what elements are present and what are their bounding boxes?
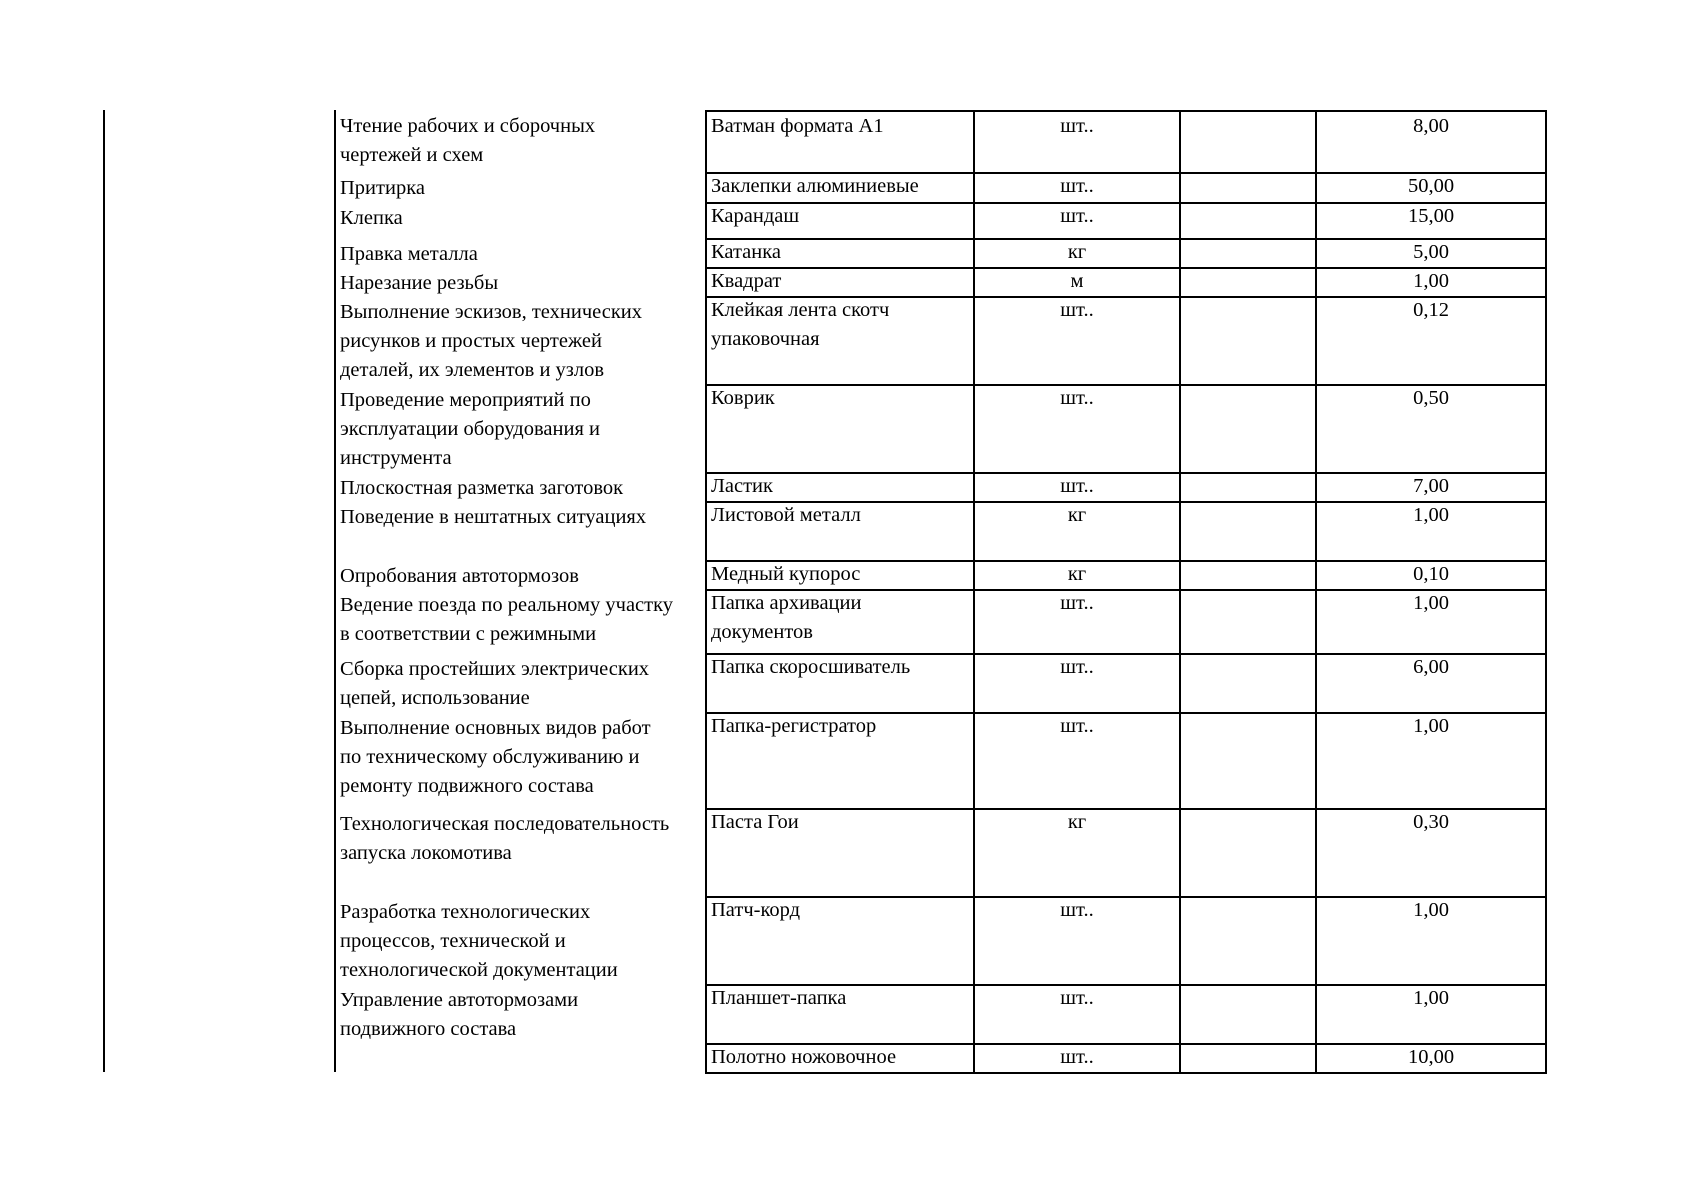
work-description: Поведение в нештатных ситуациях (340, 506, 647, 528)
quantity: 1,00 (1413, 715, 1449, 737)
blank-cell (1181, 238, 1317, 267)
work-description: Ведение поезда по реальному участку в соответствии с режимными (340, 594, 674, 645)
quantity: 1,00 (1413, 987, 1449, 1009)
table-row (705, 384, 1547, 474)
table-row (705, 110, 1547, 174)
material-name: Полотно ножовочное (707, 1043, 975, 1072)
material-name: Папка архивации документов (707, 589, 975, 653)
table-row (705, 896, 1547, 986)
quantity: 15,00 (1407, 205, 1455, 227)
unit-of-measure: шт.. (975, 472, 1181, 501)
blank-cell (1181, 384, 1317, 472)
material-name: Паста Гои (707, 808, 975, 896)
material-name: Папка скоросшиватель (707, 653, 975, 712)
table-row (705, 560, 1547, 591)
unit-of-measure: кг (975, 501, 1181, 560)
table-row (705, 501, 1547, 562)
blank-cell (1181, 112, 1317, 172)
blank-cell (1181, 172, 1317, 202)
work-description: Правка металла (340, 243, 478, 265)
work-description: Разработка технологических процессов, технической и технологической документации (340, 901, 618, 981)
work-description: Плоскостная разметка заготовок (340, 477, 624, 499)
material-name: Ватман формата А1 (707, 112, 975, 172)
unit-of-measure: кг (975, 808, 1181, 896)
quantity: 1,00 (1413, 899, 1449, 921)
work-description: Управление автотормозами подвижного состава (340, 989, 579, 1040)
table-row (705, 238, 1547, 269)
blank-cell (1181, 501, 1317, 560)
unit-of-measure: шт.. (975, 202, 1181, 238)
work-column-rule (334, 110, 336, 1072)
unit-of-measure: м (975, 267, 1181, 296)
blank-cell (1181, 589, 1317, 653)
work-description: Нарезание резьбы (340, 272, 499, 294)
blank-cell (1181, 267, 1317, 296)
quantity: 7,00 (1413, 475, 1449, 497)
blank-cell (1181, 472, 1317, 501)
blank-cell (1181, 653, 1317, 712)
unit-of-measure: шт.. (975, 984, 1181, 1043)
table-row (705, 296, 1547, 386)
unit-of-measure: шт.. (975, 1043, 1181, 1072)
quantity: 50,00 (1407, 175, 1455, 197)
unit-of-measure: шт.. (975, 712, 1181, 808)
work-description: Опробования автотормозов (340, 565, 579, 587)
table-row (705, 172, 1547, 204)
work-description: Клепка (340, 207, 403, 229)
table-row (705, 589, 1547, 655)
unit-of-measure: шт.. (975, 384, 1181, 472)
unit-of-measure: шт.. (975, 896, 1181, 984)
material-name: Ластик (707, 472, 975, 501)
quantity: 6,00 (1413, 656, 1449, 678)
material-name: Планшет-папка (707, 984, 975, 1043)
quantity: 8,00 (1413, 115, 1449, 137)
table-row (705, 808, 1547, 898)
blank-cell (1181, 296, 1317, 384)
material-name: Медный купорос (707, 560, 975, 589)
quantity: 1,00 (1413, 504, 1449, 526)
quantity: 0,30 (1413, 811, 1449, 833)
blank-cell (1181, 202, 1317, 238)
quantity: 0,10 (1413, 563, 1449, 585)
unit-of-measure: кг (975, 238, 1181, 267)
material-name: Клейкая лента скотч упаковочная (707, 296, 975, 384)
quantity: 1,00 (1413, 270, 1449, 292)
work-description: Выполнение основных видов работ по техническому обслуживанию и ремонту подвижного состава (340, 717, 651, 797)
quantity: 5,00 (1413, 241, 1449, 263)
material-name: Квадрат (707, 267, 975, 296)
material-name: Заклепки алюминиевые (707, 172, 975, 202)
unit-of-measure: шт.. (975, 112, 1181, 172)
quantity: 0,12 (1413, 299, 1449, 321)
material-name: Карандаш (707, 202, 975, 238)
work-description: Чтение рабочих и сборочных чертежей и схем (340, 115, 596, 166)
work-description: Притирка (340, 177, 425, 199)
work-description: Сборка простейших электрических цепей, использование (340, 658, 650, 709)
work-description: Выполнение эскизов, технических рисунков и простых чертежей деталей, их элементов и узлов (340, 301, 643, 381)
blank-cell (1181, 808, 1317, 896)
table-row (705, 267, 1547, 298)
blank-cell (1181, 1043, 1317, 1072)
quantity: 10,00 (1407, 1046, 1455, 1068)
table-row (705, 472, 1547, 503)
quantity: 1,00 (1413, 592, 1449, 614)
unit-of-measure: шт.. (975, 653, 1181, 712)
blank-cell (1181, 984, 1317, 1043)
material-name: Листовой металл (707, 501, 975, 560)
quantity: 0,50 (1413, 387, 1449, 409)
table-row (705, 202, 1547, 240)
material-name: Коврик (707, 384, 975, 472)
unit-of-measure: шт.. (975, 296, 1181, 384)
table-row (705, 984, 1547, 1045)
unit-of-measure: кг (975, 560, 1181, 589)
blank-cell (1181, 896, 1317, 984)
unit-of-measure: шт.. (975, 589, 1181, 653)
unit-of-measure: шт.. (975, 172, 1181, 202)
work-description: Технологическая последовательность запуска локомотива (340, 813, 670, 864)
work-description: Проведение мероприятий по эксплуатации оборудования и инструмента (340, 389, 600, 469)
material-name: Папка-регистратор (707, 712, 975, 808)
material-name: Патч-корд (707, 896, 975, 984)
material-name: Катанка (707, 238, 975, 267)
table-row (705, 712, 1547, 810)
blank-cell (1181, 712, 1317, 808)
table-row (705, 653, 1547, 714)
left-margin-rule (103, 110, 105, 1072)
table-row (705, 1043, 1547, 1074)
blank-cell (1181, 560, 1317, 589)
